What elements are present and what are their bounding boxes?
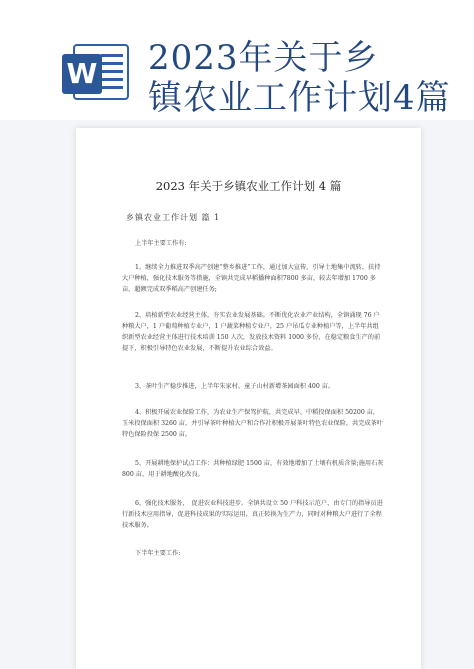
paragraph: 1、继续全力推进双季高产创建“整乡推进”工作，通过加大宣传，引导土地集中流转，扶持大户种植，强化技术服务等措施，全镇共完成早稻播种面积7800 多亩，较去年增加 1700 多亩，超额完成双季稻高产创建任务; <box>122 264 381 293</box>
paragraph: 3、茶叶生产稳步推进，上半年朱家村、童子山村新增茶园面积 400 亩。 <box>135 383 335 390</box>
document-subtitle: 乡镇农业工作计划 篇 1 <box>126 213 221 222</box>
word-logo-icon: W <box>62 54 102 94</box>
paragraph: 下半年主要工作: <box>135 550 181 557</box>
document-title: 2023 年关于乡镇农业工作计划 4 篇 <box>155 179 342 193</box>
banner <box>0 0 474 120</box>
paragraph: 4、积极开展农业保险工作，为农业生产保驾护航，共完成早、中稻投保面积 50200 亩，玉米投保面积 3260 亩，并引导茶叶种植大户和合作社积极开展茶叶特色农业保险，共完成茶叶特色保险投保 2500 亩。 <box>122 409 383 438</box>
document-page <box>76 128 421 669</box>
paragraph: 5、开展耕地保护试点工作：共种植绿肥 1500 亩，有效地增加了土壤有机质含量;施用石灰 800 亩，用于耕地酸化改良。 <box>122 460 384 478</box>
paragraph: 6、强化技术服务， 促进农业科技进步。全镇共设立 50 户科技示范户，由专门的指导员进行新技术应用指导，促进科技成果的实际运用，真正转换为生产力，同时对种粮大户进行了全程技术服务。 <box>122 500 383 529</box>
paragraph: 上半年主要工作有: <box>135 240 187 247</box>
paragraph: 2、培植新型农业经营主体，夯实农业发展基础。不断优化农业产业结构，全镇涌现 76 户种粮大户，1 户葡萄种植专业户，1 户蔬菜种植专业户，25 户吊瓜专业种植户等，上半年共组织新型农业经营主体进行技术培训 150 人次，发放技术资料 1000 多份，在稳定粮食生产的前提下，积极引导特色农业发展，不断提升农业综合效益。 <box>122 312 381 352</box>
banner-title-line-2: 镇农业工作计划4篇 <box>148 78 451 118</box>
banner-title-line-1: 2023年关于乡 <box>148 38 379 78</box>
